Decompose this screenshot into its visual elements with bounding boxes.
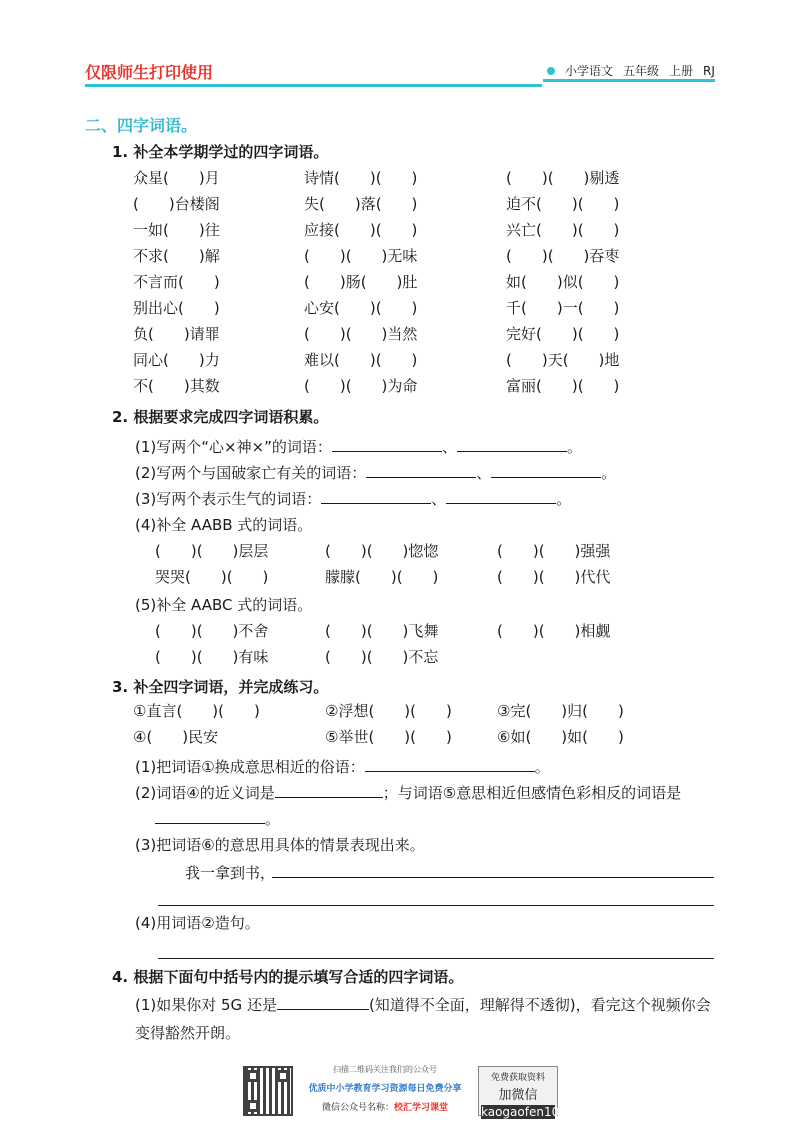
- word-item: ( )( )当然: [304, 325, 418, 343]
- word-item: 别出心( ): [133, 299, 220, 317]
- footer-account: 微信公众号名称：校汇学习课堂: [321, 1103, 449, 1113]
- footer-box-line2: 加微信: [498, 1088, 538, 1103]
- footer-box-line1: 免费获取资料: [490, 1073, 545, 1083]
- header-title: 仅限师生打印使用: [85, 63, 214, 82]
- answer-blank[interactable]: [457, 437, 567, 452]
- word-item: ( )( )无味: [304, 247, 418, 265]
- q3-part4: (4)用词语②造句。: [135, 914, 260, 932]
- header-grade: 五年级: [623, 64, 660, 78]
- word-item: 众星( )月: [133, 169, 220, 187]
- word-item: 迫不( )( ): [506, 195, 620, 213]
- q3-part2-cont: 。: [155, 808, 280, 829]
- word-item: ( )天( )地: [506, 351, 620, 369]
- word-item: 如( )似( ): [506, 273, 620, 291]
- word-item: ③完( )归( ): [497, 702, 624, 720]
- answer-blank[interactable]: [321, 489, 431, 504]
- answer-line[interactable]: [158, 958, 714, 959]
- word-item: 完好( )( ): [506, 325, 620, 343]
- answer-blank[interactable]: [366, 463, 476, 478]
- q3-part3-lead: 我一拿到书，: [185, 864, 276, 882]
- footer-info: [300, 1064, 470, 1113]
- word-item: ( )( )剔透: [506, 169, 620, 187]
- header-volume: 上册: [669, 64, 694, 78]
- section-title: 二、四字词语。: [85, 116, 198, 135]
- word-item: 同心( )力: [133, 351, 220, 369]
- q2-part1: (1)写两个“心×神×”的词语： 、 。: [135, 438, 582, 456]
- q2-part5: (5)补全 AABC 式的词语。: [135, 596, 313, 614]
- answer-line[interactable]: [272, 877, 714, 878]
- word-item: 富丽( )( ): [506, 377, 620, 395]
- q3-part2: (2)词语④的近义词是 ；与词语⑤意思相近但感情色彩相反的词语是: [135, 784, 682, 802]
- word-item: 哭哭( )( ): [155, 568, 269, 586]
- word-item: ( )( )不忘: [325, 648, 439, 666]
- word-item: 一如( )往: [133, 221, 220, 239]
- q2-part4: (4)补全 AABB 式的词语。: [135, 516, 313, 534]
- q4-title: 4. 根据下面句中括号内的提示填写合适的四字词语。: [112, 968, 464, 986]
- word-item: 千( )一( ): [506, 299, 620, 317]
- footer-share-text: 优质中小学教育学习资源每日免费分享: [308, 1084, 462, 1094]
- answer-blank[interactable]: [446, 489, 556, 504]
- word-item: 失( )落( ): [304, 195, 418, 213]
- word-item: ⑥如( )如( ): [497, 728, 624, 746]
- word-item: 兴亡( )( ): [506, 221, 620, 239]
- qr-code-icon: [243, 1066, 293, 1116]
- word-item: ④( )民安: [133, 728, 219, 746]
- word-item: ①直言( )( ): [133, 702, 260, 720]
- q3-part3: (3)把词语⑥的意思用具体的情景表现出来。: [135, 836, 425, 854]
- bullet-icon: [547, 67, 555, 75]
- answer-blank[interactable]: [491, 463, 601, 478]
- header-rule: [85, 84, 542, 87]
- footer-scan-text: 扫描二维码关注我们的公众号: [333, 1065, 437, 1074]
- q2-title: 2. 根据要求完成四字词语积累。: [112, 408, 329, 426]
- footer-box-line3: kaogaofen100: [481, 1105, 567, 1119]
- word-item: ( )( )强强: [497, 542, 611, 560]
- header-badge: [543, 62, 715, 82]
- answer-blank[interactable]: [275, 783, 383, 798]
- q4-part1: (1)如果你对 5G 还是 (知道得不全面，理解得不透彻)，看完这个视频你会: [135, 996, 711, 1014]
- word-item: 不言而( ): [133, 273, 220, 291]
- word-item: 负( )请罪: [133, 325, 220, 343]
- q2-part3: (3)写两个表示生气的词语： 、 。: [135, 490, 572, 508]
- q1-title: 1. 补全本学期学过的四字词语。: [112, 143, 329, 161]
- word-item: ②浮想( )( ): [325, 702, 452, 720]
- word-item: 难以( )( ): [304, 351, 418, 369]
- word-item: ( )( )惚惚: [325, 542, 439, 560]
- word-item: ( )( )飞舞: [325, 622, 439, 640]
- answer-line[interactable]: [158, 905, 714, 906]
- footer-wechat-box: [478, 1066, 567, 1119]
- word-item: ( )( )有味: [155, 648, 269, 666]
- word-item: 诗情( )( ): [304, 169, 418, 187]
- word-item: ( )( )相觑: [497, 622, 611, 640]
- q3-part1: (1)把词语①换成意思相近的俗语： 。: [135, 758, 550, 776]
- answer-blank[interactable]: [277, 995, 369, 1010]
- word-item: ( )( )层层: [155, 542, 269, 560]
- answer-blank[interactable]: [332, 437, 442, 452]
- word-item: 应接( )( ): [304, 221, 418, 239]
- word-item: 朦朦( )( ): [325, 568, 439, 586]
- word-item: 心安( )( ): [304, 299, 418, 317]
- q3-title: 3. 补全四字词语，并完成练习。: [112, 678, 329, 696]
- word-item: 不( )其数: [133, 377, 220, 395]
- answer-blank[interactable]: [155, 809, 265, 824]
- word-item: ⑤举世( )( ): [325, 728, 452, 746]
- word-item: ( )( )不舍: [155, 622, 269, 640]
- answer-blank[interactable]: [365, 757, 535, 772]
- word-item: 不求( )解: [133, 247, 220, 265]
- header-edition: RJ: [703, 63, 715, 78]
- word-item: ( )( )吞枣: [506, 247, 620, 265]
- word-item: ( )( )为命: [304, 377, 418, 395]
- header-subject: 小学语文: [565, 64, 614, 78]
- word-item: ( )( )代代: [497, 568, 611, 586]
- word-item: ( )肠( )肚: [304, 273, 418, 291]
- q4-part1-cont: 变得豁然开朗。: [135, 1024, 241, 1042]
- word-item: ( )台楼阁: [133, 195, 220, 213]
- q2-part2: (2)写两个与国破家亡有关的词语： 、 。: [135, 464, 617, 482]
